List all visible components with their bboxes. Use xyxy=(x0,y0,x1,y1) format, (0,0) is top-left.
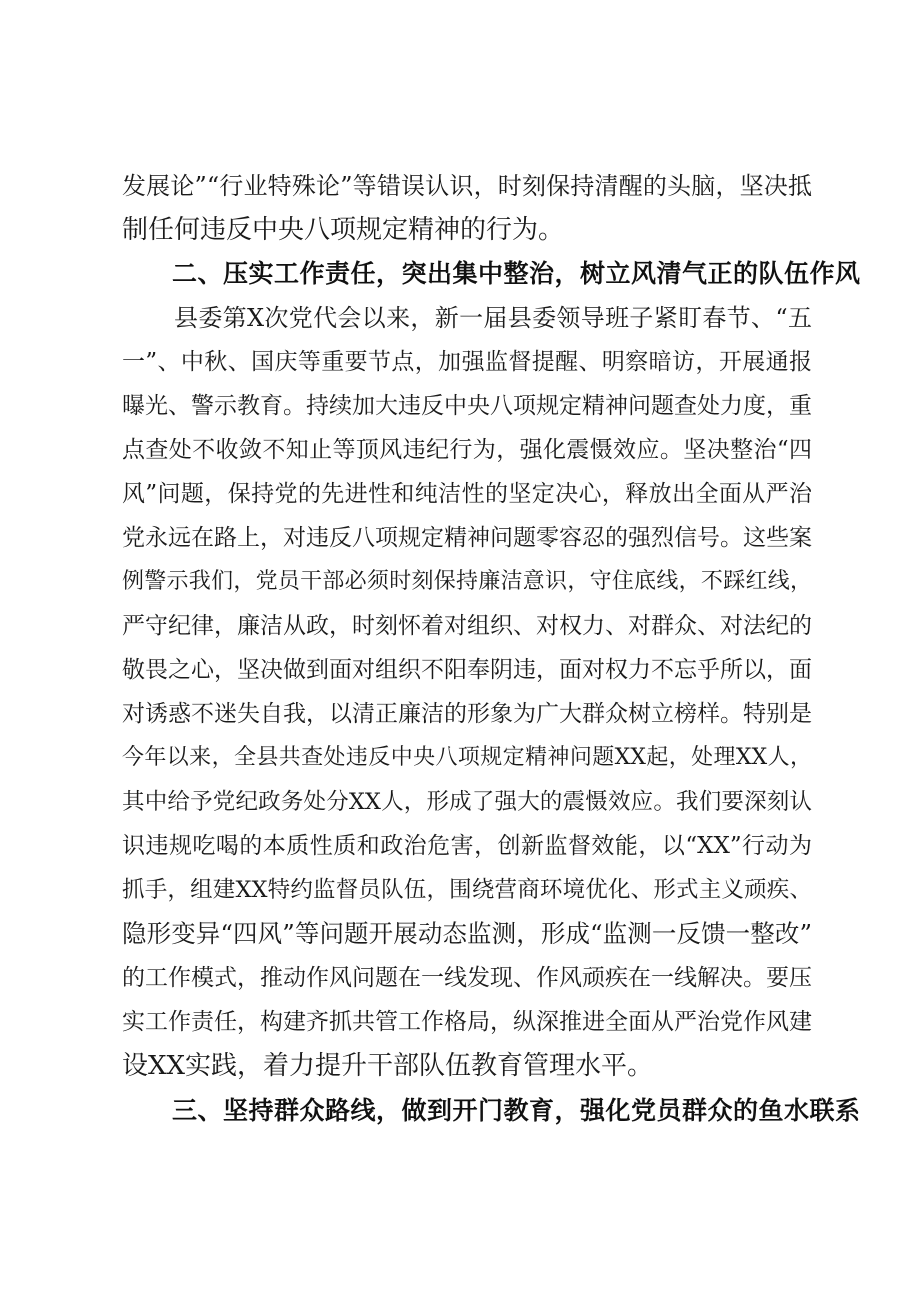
paragraph-2-line-1: 县委第X次党代会以来，新一届县委领导班子紧盯春节、“五 xyxy=(174,304,812,332)
paragraph-1-line-1: 发展论”“行业特殊论”等错误认识，时刻保持清醒的头脑，坚决抵 xyxy=(122,172,812,200)
section-heading-3: 三、坚持群众路线，做到开门教育，强化党员群众的鱼水联系 xyxy=(172,1096,861,1125)
paragraph-2-line-2: 一”、中秋、国庆等重要节点，加强监督提醒、明察暗访，开展通报 xyxy=(122,349,812,375)
paragraph-2-line-11: 今年以来，全县共查处违反中央八项规定精神问题XX起，处理XX人， xyxy=(122,745,812,770)
paragraph-2-line-15: 隐形变异“四风”等问题开展动态监测，形成“监测一反馈一整改” xyxy=(122,919,812,948)
paragraph-2-line-5: 风”问题，保持党的先进性和纯洁性的坚定决心，释放出全面从严治 xyxy=(122,481,812,507)
paragraph-2-line-16: 的工作模式，推动作风问题在一线发现、作风顽疾在一线解决。要压 xyxy=(122,965,812,991)
paragraph-2-line-3: 曝光、警示教育。持续加大违反中央八项规定精神问题查处力度，重 xyxy=(122,393,812,419)
paragraph-1-line-2: 制任何违反中央八项规定精神的行为。 xyxy=(122,215,565,245)
paragraph-2-line-17: 实工作责任，构建齐抓共管工作格局，纵深推进全面从严治党作风建 xyxy=(122,1009,812,1035)
paragraph-2-line-18: 设XX实践，着力提升干部队伍教育管理水平。 xyxy=(122,1051,654,1081)
paragraph-2-line-14: 抓手，组建XX特约监督员队伍，围绕营商环境优化、形式主义顽疾、 xyxy=(122,877,812,903)
paragraph-2-line-13: 识违规吃喝的本质性质和政治危害，创新监督效能，以“XX”行动为 xyxy=(122,833,812,859)
paragraph-2-line-7: 例警示我们，党员干部必须时刻保持廉洁意识，守住底线，不踩红线， xyxy=(122,569,812,594)
section-heading-2: 二、压实工作责任，突出集中整治，树立风清气正的队伍作风 xyxy=(172,259,861,288)
paragraph-2-line-9: 敬畏之心，坚决做到面对组织不阳奉阴违，面对权力不忘乎所以，面 xyxy=(122,657,812,683)
paragraph-2-line-8: 严守纪律，廉洁从政，时刻怀着对组织、对权力、对群众、对法纪的 xyxy=(122,613,812,639)
paragraph-2-line-4: 点查处不收敛不知止等顶风违纪行为，强化震慑效应。坚决整治“四 xyxy=(122,437,812,463)
paragraph-2-line-10: 对诱惑不迷失自我，以清正廉洁的形象为广大群众树立榜样。特别是 xyxy=(122,701,812,727)
paragraph-2-line-12: 其中给予党纪政务处分XX人，形成了强大的震慑效应。我们要深刻认 xyxy=(122,789,812,815)
paragraph-2-line-6: 党永远在路上，对违反八项规定精神问题零容忍的强烈信号。这些案 xyxy=(122,525,812,551)
